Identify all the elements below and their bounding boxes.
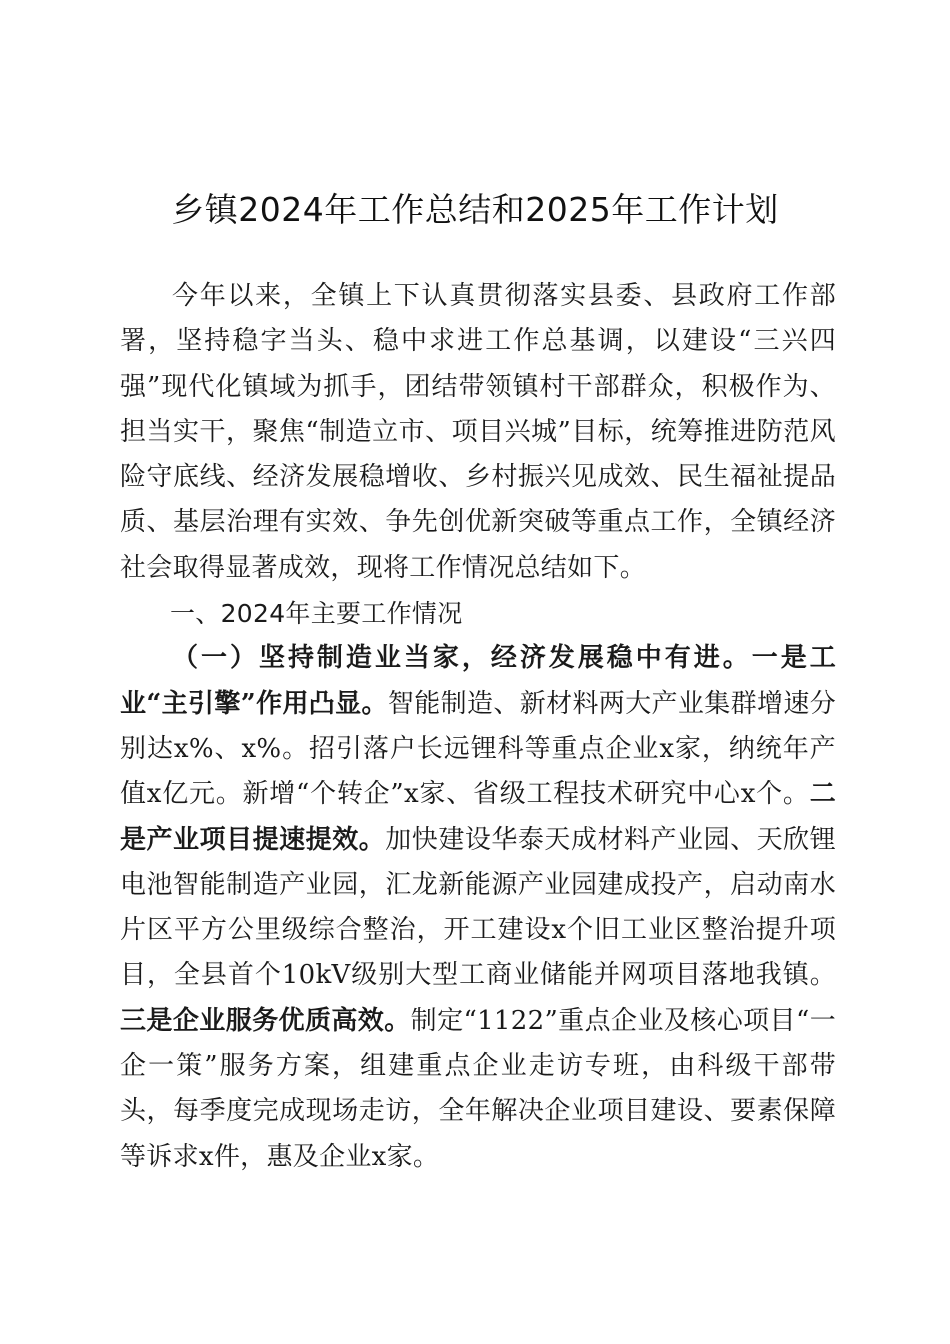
point-1-title: 一是工业“主引擎”作用凸显。 — [120, 643, 836, 719]
point-3-text: 制定“1122”重点企业及核心项目“一企一策”服务方案，组建重点企业走访专班，由科级干部带头，每季度完成现场走访，全年解决企业项目建设、要素保障等诉求x件，惠及企业x家。 — [120, 1005, 836, 1172]
document-body — [120, 274, 836, 1180]
point-2-text: 加快建设华泰天成材料产业园、天欣锂电池智能制造产业园，汇龙新能源产业园建成投产，启动南水片区平方公里级综合整治，开工建设x个旧工业区整治提升项目，全县首个10kV级别大型工商业储能并网项目落地我镇。 — [120, 824, 836, 991]
intro-paragraph: 今年以来，全镇上下认真贯彻落实县委、县政府工作部署，坚持稳字当头、稳中求进工作总基调，以建设“三兴四强”现代化镇域为抓手，团结带领镇村干部群众，积极作为、担当实干，聚焦“制造立市、项目兴城”目标，统筹推进防范风险守底线、经济发展稳增收、乡村振兴见成效、民生福祉提品质、基层治理有实效、争先创优新突破等重点工作，全镇经济社会取得显著成效，现将工作情况总结如下。 — [120, 281, 836, 583]
subsection-heading: （一）坚持制造业当家，经济发展稳中有进。 — [172, 643, 752, 674]
subsection-paragraph-1 — [120, 636, 836, 1180]
point-1-text: 智能制造、新材料两大产业集群增速分别达x%、x%。招引落户长远锂科等重点企业x家，纳统年产值x亿元。新增“个转企”x家、省级工程技术研究中心x个。 — [120, 688, 836, 810]
point-2-title: 二是产业项目提速提效。 — [120, 779, 836, 855]
point-3-title: 三是企业服务优质高效。 — [120, 1005, 411, 1036]
document-title: 乡镇2024年工作总结和2025年工作计划 — [171, 190, 779, 229]
section-heading-1: 一、2024年主要工作情况 — [170, 599, 463, 629]
